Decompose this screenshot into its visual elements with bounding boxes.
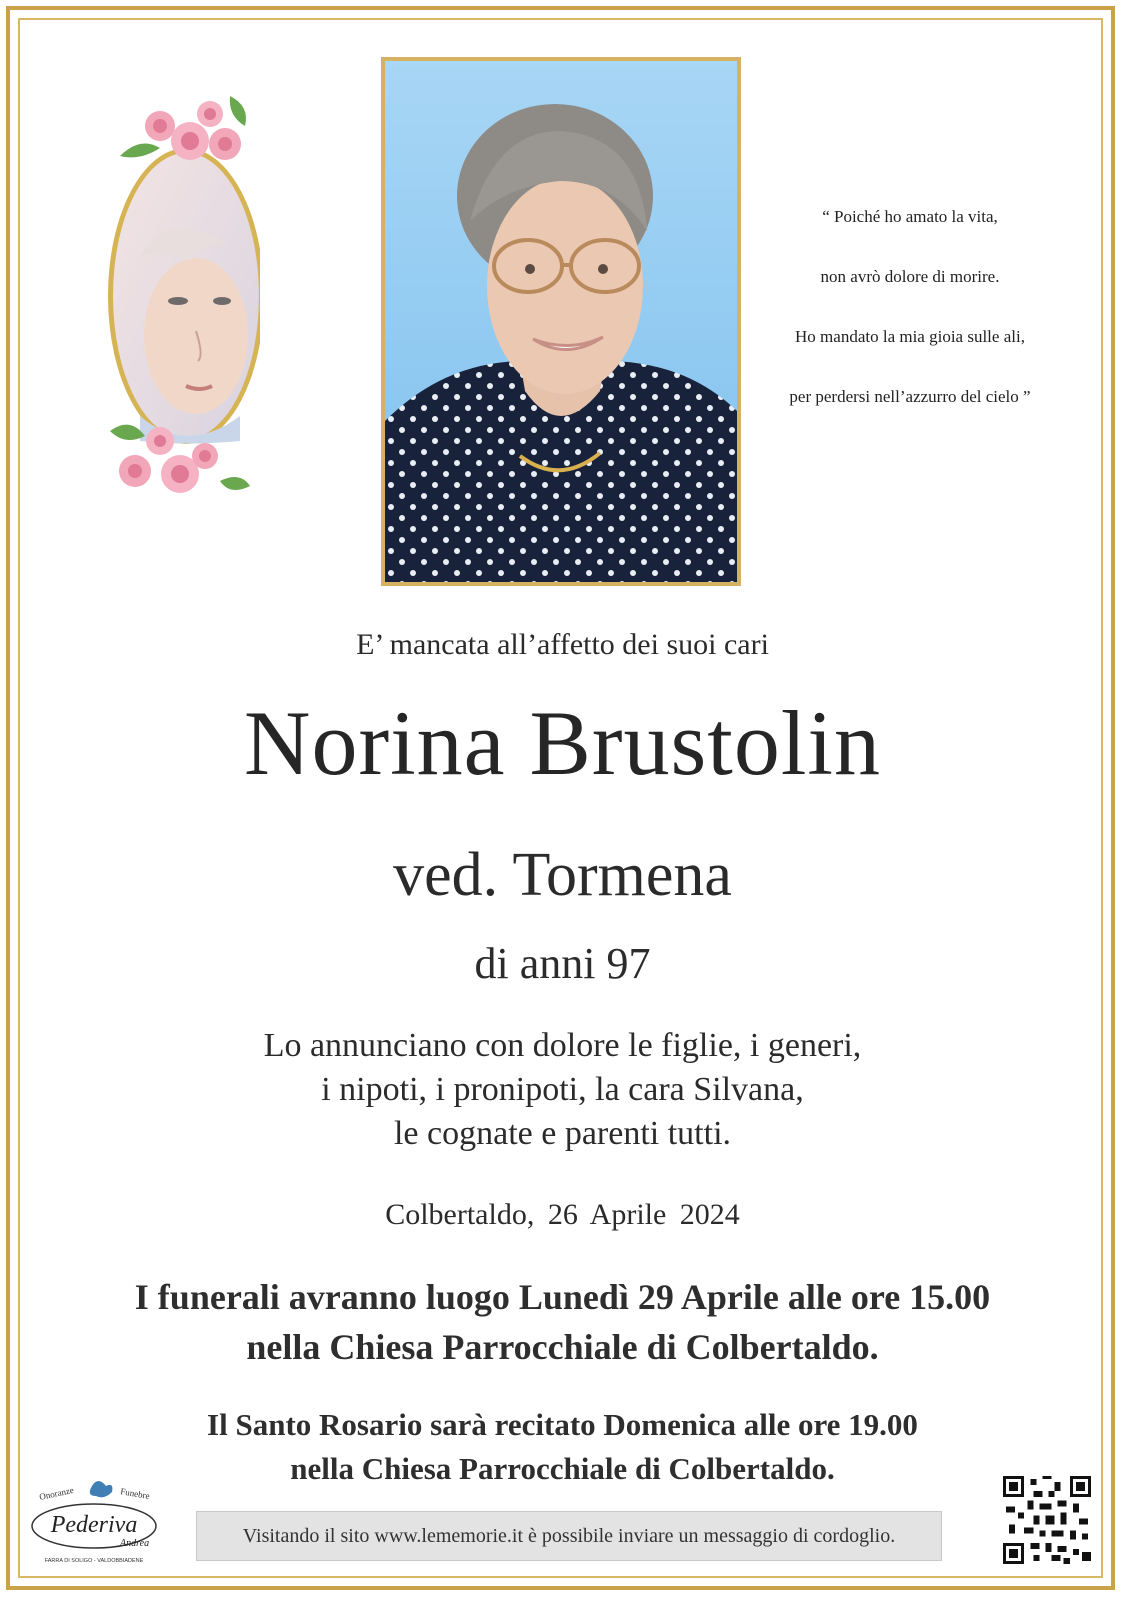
rosary-info — [0, 1403, 1125, 1491]
deceased-portrait — [381, 57, 741, 586]
funeral-line: nella Chiesa Parrocchiale di Colbertaldo. — [246, 1327, 879, 1367]
quote-line: Ho mandato la mia gioia sulle ali, — [795, 327, 1025, 346]
quote-line: non avrò dolore di morire. — [820, 267, 1000, 286]
deceased-age: di anni 97 — [474, 939, 651, 988]
announcement-line: i nipoti, i pronipoti, la cara Silvana, — [321, 1071, 804, 1108]
condolence-notice: Visitando il sito www.lememorie.it è possibile inviare un messaggio di cordoglio. — [196, 1511, 942, 1561]
quote-line: per perdersi nell’azzurro del cielo ” — [789, 387, 1031, 406]
qr-code-icon[interactable] — [1003, 1476, 1091, 1564]
quote-line: “ Poiché ho amato la vita, — [822, 207, 998, 226]
funeral-info — [0, 1272, 1125, 1372]
intro-text: E’ mancata all’affetto dei suoi cari — [356, 628, 769, 661]
poem-quote — [745, 205, 1075, 445]
logo-brand: Pederiva — [50, 1512, 138, 1538]
madonna-image — [100, 86, 260, 506]
funeral-home-logo — [28, 1476, 168, 1576]
announcement-line: Lo annunciano con dolore le figlie, i generi, — [263, 1027, 862, 1064]
rosary-line: nella Chiesa Parrocchiale di Colbertaldo. — [290, 1451, 835, 1486]
announcement — [0, 1024, 1125, 1156]
announcement-line: le cognate e parenti tutti. — [393, 1115, 732, 1152]
place-date: Colbertaldo, 26 Aprile 2024 — [385, 1198, 740, 1231]
logo-top-left: Onoranze — [38, 1484, 75, 1502]
widow-of: ved. Tormena — [393, 841, 732, 909]
rosary-line: Il Santo Rosario sarà recitato Domenica alle ore 19.00 — [207, 1407, 918, 1442]
deceased-name: Norina Brustolin — [244, 692, 881, 794]
roses-top — [120, 96, 246, 160]
logo-sub: Andrea — [120, 1538, 150, 1549]
funeral-line: I funerali avranno luogo Lunedì 29 Aprile alle ore 15.00 — [134, 1277, 991, 1317]
logo-locations: FARRA DI SOLIGO - VALDOBBIADENE — [44, 1558, 144, 1564]
logo-top-right: Funebre — [119, 1486, 151, 1502]
